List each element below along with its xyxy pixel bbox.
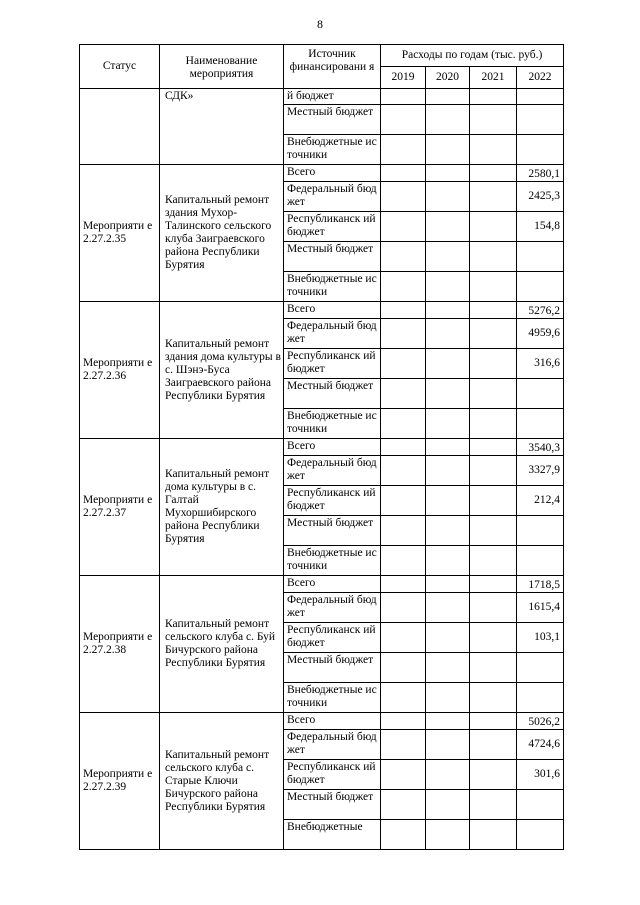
value-2019 bbox=[381, 546, 426, 576]
event-name-cell: Капитальный ремонт сельского клуба с. Старые Ключи Бичурского района Республики Бурятия bbox=[160, 713, 284, 850]
source-cell: Федеральный бюджет bbox=[284, 593, 381, 623]
source-cell: Местный бюджет bbox=[284, 242, 381, 272]
value-2019 bbox=[381, 409, 426, 439]
table-row bbox=[80, 302, 564, 319]
value-2021 bbox=[470, 516, 517, 546]
value-2020 bbox=[426, 456, 470, 486]
source-cell: Внебюджетные источники bbox=[284, 135, 381, 165]
value-2020 bbox=[426, 302, 470, 319]
value-2019 bbox=[381, 212, 426, 242]
value-2019 bbox=[381, 730, 426, 760]
value-2021 bbox=[470, 105, 517, 135]
value-2020 bbox=[426, 593, 470, 623]
value-2019 bbox=[381, 349, 426, 379]
value-2020 bbox=[426, 790, 470, 820]
source-cell: Местный бюджет bbox=[284, 653, 381, 683]
value-2019 bbox=[381, 820, 426, 850]
value-2019 bbox=[381, 683, 426, 713]
value-2022: 3540,3 bbox=[517, 439, 564, 456]
value-2020 bbox=[426, 165, 470, 182]
value-2019 bbox=[381, 516, 426, 546]
value-2021 bbox=[470, 409, 517, 439]
header-year: 2019 bbox=[381, 67, 426, 89]
value-2022: 154,8 bbox=[517, 212, 564, 242]
source-cell: Местный бюджет bbox=[284, 379, 381, 409]
value-2021 bbox=[470, 790, 517, 820]
source-cell: Всего bbox=[284, 302, 381, 319]
value-2020 bbox=[426, 623, 470, 653]
value-2019 bbox=[381, 456, 426, 486]
value-2019 bbox=[381, 653, 426, 683]
value-2019 bbox=[381, 165, 426, 182]
source-cell: Местный бюджет bbox=[284, 105, 381, 135]
value-2020 bbox=[426, 820, 470, 850]
page-number: 8 bbox=[317, 17, 323, 31]
header-source: Источник финансировани я bbox=[284, 45, 381, 89]
value-2021 bbox=[470, 683, 517, 713]
value-2022: 2425,3 bbox=[517, 182, 564, 212]
source-cell: Республиканск ий бюджет bbox=[284, 623, 381, 653]
value-2019 bbox=[381, 576, 426, 593]
source-cell: Местный бюджет bbox=[284, 516, 381, 546]
value-2020 bbox=[426, 653, 470, 683]
header-name-line1: Наименование bbox=[185, 55, 258, 67]
value-2022 bbox=[517, 272, 564, 302]
value-2019 bbox=[381, 379, 426, 409]
value-2022: 3327,9 bbox=[517, 456, 564, 486]
source-cell: Всего bbox=[284, 713, 381, 730]
source-cell: Всего bbox=[284, 439, 381, 456]
value-2021 bbox=[470, 576, 517, 593]
value-2022 bbox=[517, 89, 564, 105]
value-2020 bbox=[426, 182, 470, 212]
value-2020 bbox=[426, 349, 470, 379]
value-2019 bbox=[381, 319, 426, 349]
value-2021 bbox=[470, 272, 517, 302]
value-2022 bbox=[517, 409, 564, 439]
header-year: 2021 bbox=[470, 67, 517, 89]
value-2022 bbox=[517, 135, 564, 165]
source-cell: Внебюджетные источники bbox=[284, 409, 381, 439]
value-2022 bbox=[517, 653, 564, 683]
value-2021 bbox=[470, 546, 517, 576]
value-2020 bbox=[426, 760, 470, 790]
value-2022: 5276,2 bbox=[517, 302, 564, 319]
value-2022 bbox=[517, 820, 564, 850]
source-cell: Всего bbox=[284, 576, 381, 593]
value-2022 bbox=[517, 790, 564, 820]
value-2020 bbox=[426, 439, 470, 456]
value-2022: 1718,5 bbox=[517, 576, 564, 593]
value-2021 bbox=[470, 623, 517, 653]
value-2020 bbox=[426, 105, 470, 135]
value-2020 bbox=[426, 486, 470, 516]
value-2021 bbox=[470, 379, 517, 409]
budget-table bbox=[79, 44, 564, 850]
value-2020 bbox=[426, 546, 470, 576]
source-cell: Республиканск ий бюджет bbox=[284, 212, 381, 242]
header-name-line2: мероприятия bbox=[189, 68, 254, 80]
value-2022: 212,4 bbox=[517, 486, 564, 516]
value-2019 bbox=[381, 182, 426, 212]
value-2021 bbox=[470, 713, 517, 730]
header-year: 2022 bbox=[517, 67, 564, 89]
table-row bbox=[80, 713, 564, 730]
value-2022: 4724,6 bbox=[517, 730, 564, 760]
value-2021 bbox=[470, 593, 517, 623]
value-2022: 2580,1 bbox=[517, 165, 564, 182]
value-2021 bbox=[470, 349, 517, 379]
value-2021 bbox=[470, 165, 517, 182]
event-name-cell: Капитальный ремонт здания дома культуры в с. Шэнэ-Буса Заиграевского района Республики Бурятия bbox=[160, 302, 284, 439]
table-row bbox=[80, 439, 564, 456]
value-2020 bbox=[426, 89, 470, 105]
source-cell: Всего bbox=[284, 165, 381, 182]
value-2021 bbox=[470, 212, 517, 242]
value-2022 bbox=[517, 683, 564, 713]
header-status: Статус bbox=[80, 45, 160, 89]
source-cell: Республиканск ий бюджет bbox=[284, 760, 381, 790]
source-cell: Федеральный бюджет bbox=[284, 319, 381, 349]
value-2022: 4959,6 bbox=[517, 319, 564, 349]
value-2020 bbox=[426, 379, 470, 409]
value-2019 bbox=[381, 242, 426, 272]
value-2019 bbox=[381, 760, 426, 790]
value-2021 bbox=[470, 730, 517, 760]
value-2022 bbox=[517, 105, 564, 135]
value-2020 bbox=[426, 135, 470, 165]
value-2021 bbox=[470, 456, 517, 486]
table-row bbox=[80, 165, 564, 182]
value-2020 bbox=[426, 242, 470, 272]
value-2022 bbox=[517, 546, 564, 576]
source-cell: Внебюджетные источники bbox=[284, 683, 381, 713]
header-year: 2020 bbox=[426, 67, 470, 89]
value-2022: 5026,2 bbox=[517, 713, 564, 730]
source-cell: Внебюджетные bbox=[284, 820, 381, 850]
value-2021 bbox=[470, 653, 517, 683]
source-cell: й бюджет bbox=[284, 89, 381, 105]
status-cell: Мероприяти е 2.27.2.36 bbox=[80, 302, 160, 439]
value-2021 bbox=[470, 242, 517, 272]
value-2020 bbox=[426, 713, 470, 730]
value-2019 bbox=[381, 302, 426, 319]
value-2019 bbox=[381, 89, 426, 105]
value-2022 bbox=[517, 242, 564, 272]
value-2021 bbox=[470, 439, 517, 456]
source-cell: Федеральный бюджет bbox=[284, 182, 381, 212]
value-2022: 301,6 bbox=[517, 760, 564, 790]
event-name-cell: Капитальный ремонт здания Мухор-Талинского сельского клуба Заиграевского района Республики Бурятия bbox=[160, 165, 284, 302]
status-cell: Мероприяти е 2.27.2.35 bbox=[80, 165, 160, 302]
value-2022: 1615,4 bbox=[517, 593, 564, 623]
value-2019 bbox=[381, 439, 426, 456]
value-2021 bbox=[470, 319, 517, 349]
value-2021 bbox=[470, 820, 517, 850]
source-cell: Федеральный бюджет bbox=[284, 456, 381, 486]
value-2019 bbox=[381, 272, 426, 302]
event-name-cell: Капитальный ремонт сельского клуба с. Буй Бичурского района Республики Бурятия bbox=[160, 576, 284, 713]
source-cell: Внебюджетные источники bbox=[284, 272, 381, 302]
value-2021 bbox=[470, 760, 517, 790]
value-2020 bbox=[426, 576, 470, 593]
value-2020 bbox=[426, 272, 470, 302]
value-2022: 103,1 bbox=[517, 623, 564, 653]
table-row bbox=[80, 89, 564, 105]
value-2022 bbox=[517, 379, 564, 409]
value-2021 bbox=[470, 302, 517, 319]
status-cell: Мероприяти е 2.27.2.38 bbox=[80, 576, 160, 713]
value-2019 bbox=[381, 593, 426, 623]
status-cell: Мероприяти е 2.27.2.37 bbox=[80, 439, 160, 576]
value-2022 bbox=[517, 516, 564, 546]
value-2022: 316,6 bbox=[517, 349, 564, 379]
source-cell: Федеральный бюджет bbox=[284, 730, 381, 760]
event-name-cell: СДК» bbox=[160, 89, 284, 165]
value-2020 bbox=[426, 409, 470, 439]
source-cell: Внебюджетные источники bbox=[284, 546, 381, 576]
header-expenses: Расходы по годам (тыс. руб.) bbox=[381, 45, 564, 67]
value-2019 bbox=[381, 623, 426, 653]
status-cell: Мероприяти е 2.27.2.39 bbox=[80, 713, 160, 850]
value-2021 bbox=[470, 89, 517, 105]
value-2019 bbox=[381, 135, 426, 165]
value-2019 bbox=[381, 486, 426, 516]
value-2020 bbox=[426, 683, 470, 713]
header-name bbox=[160, 45, 284, 89]
source-cell: Местный бюджет bbox=[284, 790, 381, 820]
source-cell: Республиканск ий бюджет bbox=[284, 486, 381, 516]
value-2021 bbox=[470, 486, 517, 516]
value-2019 bbox=[381, 713, 426, 730]
value-2019 bbox=[381, 105, 426, 135]
value-2020 bbox=[426, 212, 470, 242]
event-name-cell: Капитальный ремонт дома культуры в с. Галтай Мухоршибирского района Республики Бурятия bbox=[160, 439, 284, 576]
value-2021 bbox=[470, 135, 517, 165]
value-2021 bbox=[470, 182, 517, 212]
source-cell: Республиканск ий бюджет bbox=[284, 349, 381, 379]
value-2020 bbox=[426, 319, 470, 349]
table-row bbox=[80, 576, 564, 593]
value-2020 bbox=[426, 516, 470, 546]
value-2020 bbox=[426, 730, 470, 760]
status-cell bbox=[80, 89, 160, 165]
value-2019 bbox=[381, 790, 426, 820]
